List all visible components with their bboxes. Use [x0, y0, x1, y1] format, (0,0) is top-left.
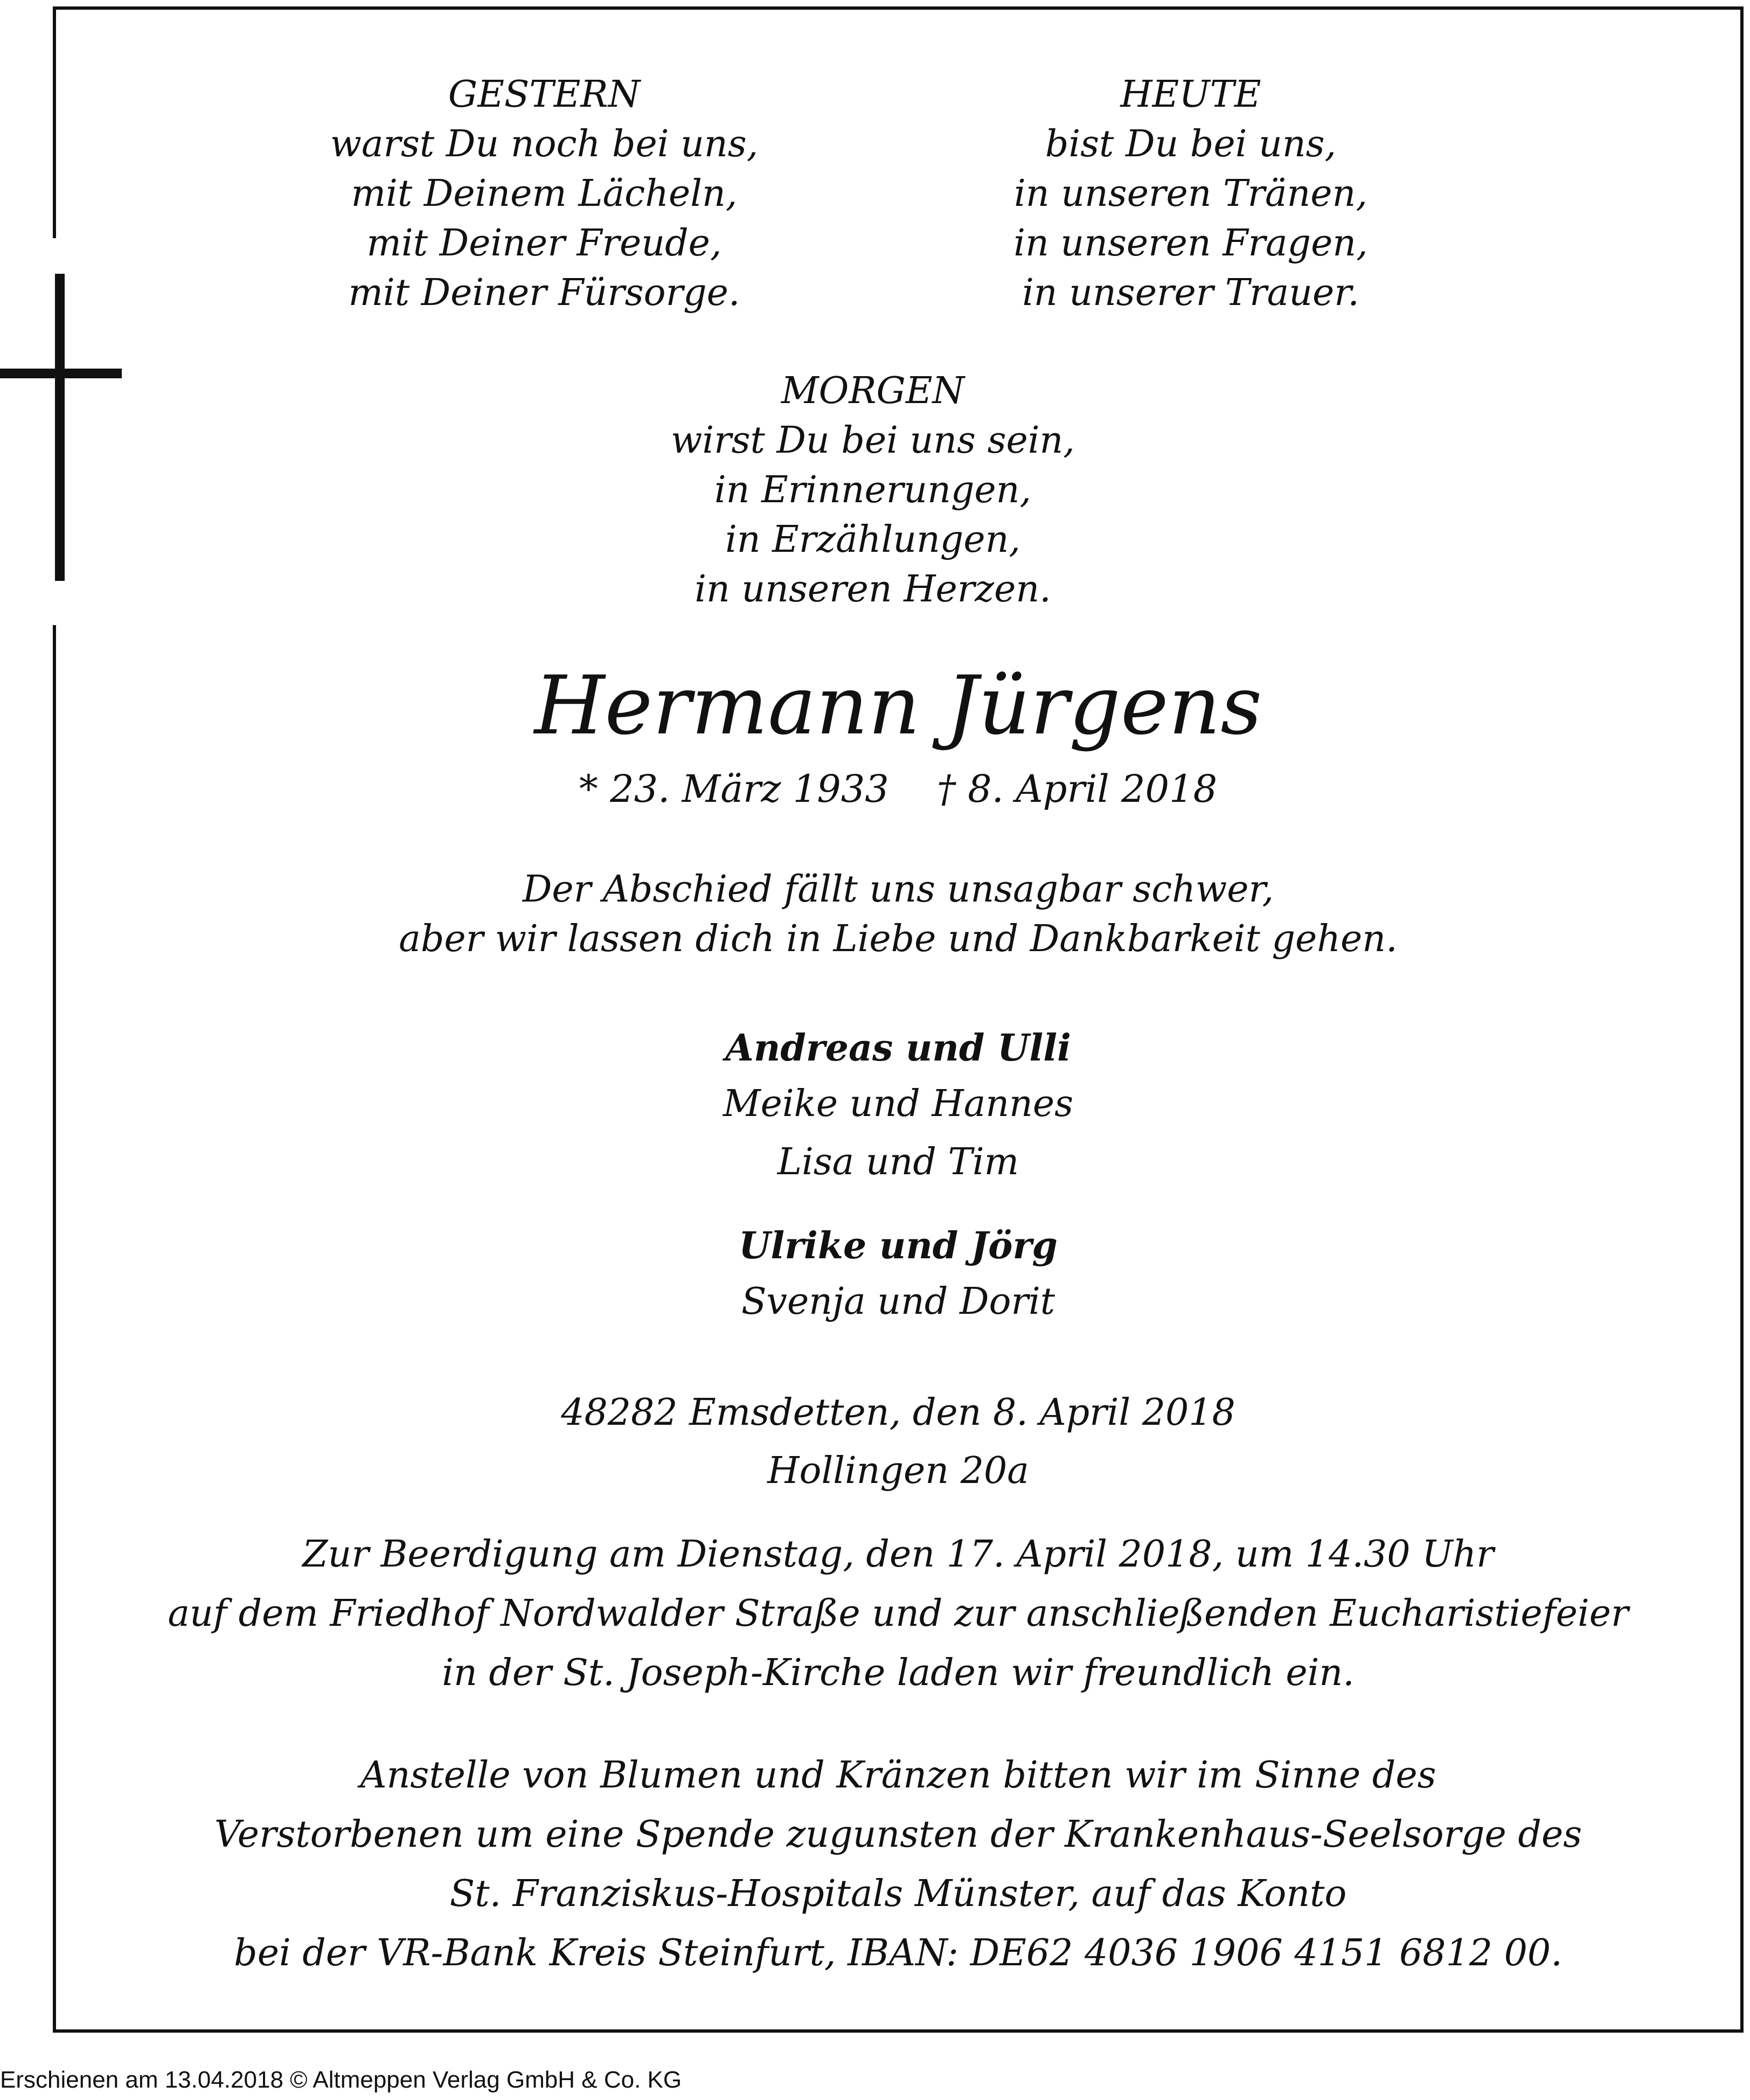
family-head: Ulrike und Jörg — [739, 1224, 1058, 1267]
donation-line: Anstelle von Blumen und Kränzen bitten wir im Sinne des — [360, 1754, 1436, 1797]
poem-line: in unseren Tränen, — [1014, 172, 1367, 215]
poem-line: mit Deiner Freude, — [366, 222, 722, 265]
farewell-line: Der Abschied fällt uns unsagbar schwer, — [522, 868, 1274, 911]
poem-line: mit Deinem Lächeln, — [351, 172, 738, 215]
deceased-name: Hermann Jürgens — [534, 659, 1262, 753]
poem-line: in Erinnerungen, — [714, 469, 1032, 511]
donation-line: Verstorbenen um eine Spende zugunsten der Krankenhaus-Seelsorge des — [214, 1813, 1582, 1856]
address-line: 48282 Emsdetten, den 8. April 2018 — [561, 1391, 1235, 1434]
funeral-invitation — [53, 1525, 1744, 1703]
donation-line: bei der VR-Bank Kreis Steinfurt, IBAN: DE62 4036 1906 4151 6812 00. — [234, 1932, 1563, 1974]
poem-yesterday — [237, 70, 851, 318]
poem-line: wirst Du bei uns sein, — [671, 419, 1075, 462]
poem-heading: GESTERN — [448, 73, 641, 116]
life-dates: * 23. März 1933 † 8. April 2018 — [579, 767, 1218, 811]
family-group — [53, 1219, 1744, 1331]
family-member: Lisa und Tim — [777, 1141, 1019, 1183]
farewell-text — [53, 865, 1744, 964]
poem-heading: MORGEN — [781, 370, 965, 412]
funeral-line: Zur Beerdigung am Dienstag, den 17. April 2018, um 14.30 Uhr — [302, 1533, 1494, 1576]
poem-line: mit Deiner Fürsorge. — [348, 272, 740, 314]
family-head: Andreas und Ulli — [725, 1027, 1071, 1070]
farewell-line: aber wir lassen dich in Liebe und Dankbarkeit gehen. — [399, 918, 1398, 960]
poem-line: in unserer Trauer. — [1022, 272, 1359, 314]
funeral-line: in der St. Joseph-Kirche laden wir freundlich ein. — [442, 1652, 1355, 1694]
poem-tomorrow — [571, 366, 1175, 614]
poem-line: warst Du noch bei uns, — [330, 123, 759, 165]
poem-line: in unseren Fragen, — [1013, 222, 1368, 265]
publication-footer: Erschienen am 13.04.2018 © Altmeppen Verlag GmbH & Co. KG — [0, 2067, 682, 2093]
donation-line: St. Franziskus-Hospitals Münster, auf das Konto — [449, 1873, 1347, 1915]
family-member: Svenja und Dorit — [741, 1280, 1055, 1323]
family-group — [53, 1021, 1744, 1191]
poem-heading: HEUTE — [1120, 73, 1261, 116]
funeral-line: auf dem Friedhof Nordwalder Straße und zur anschließenden Eucharistiefeier — [168, 1592, 1629, 1635]
donation-request — [53, 1746, 1744, 1983]
place-and-address — [53, 1384, 1744, 1500]
poem-line: in unseren Herzen. — [695, 568, 1051, 611]
cross-vertical-bar — [55, 274, 65, 581]
address-line: Hollingen 20a — [767, 1450, 1029, 1492]
cross-horizontal-bar — [0, 369, 122, 378]
frame-left-border-top — [53, 6, 56, 238]
poem-today — [911, 70, 1471, 318]
poem-line: in Erzählungen, — [725, 518, 1020, 561]
cross-icon — [0, 274, 124, 581]
poem-line: bist Du bei uns, — [1045, 123, 1337, 165]
family-member: Meike und Hannes — [723, 1083, 1073, 1125]
